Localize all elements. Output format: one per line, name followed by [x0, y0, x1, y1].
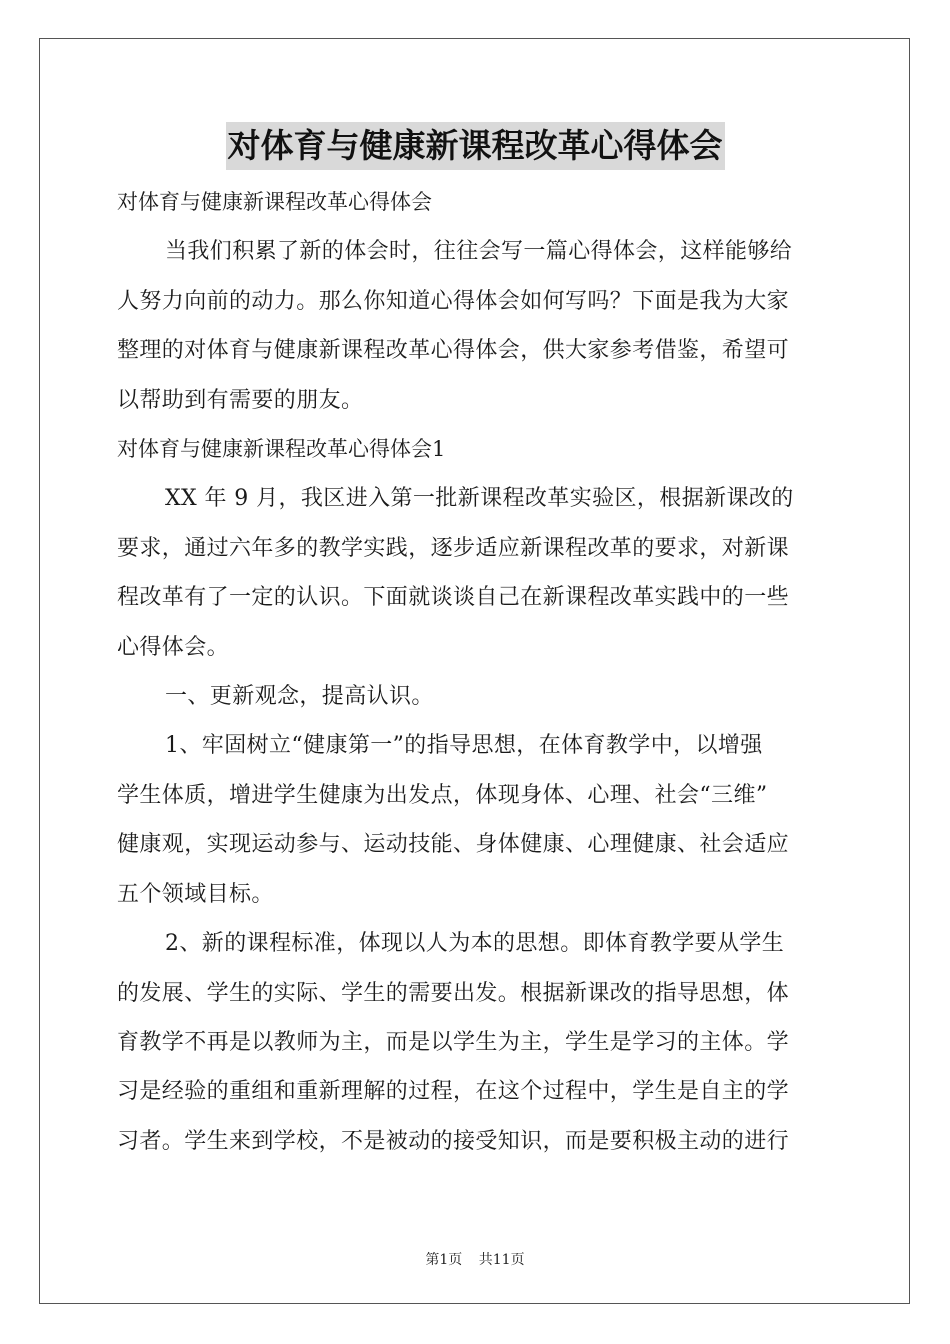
- paragraph-line: 习是经验的重组和重新理解的过程，在这个过程中，学生是自主的学: [117, 1079, 790, 1105]
- intro-paragraph: [117, 227, 833, 425]
- document-body: [117, 178, 833, 1166]
- document-title: 对体育与健康新课程改革心得体会: [226, 122, 725, 170]
- paragraph-line: 五个领域目标。: [117, 881, 274, 907]
- paragraph-2: [117, 721, 833, 919]
- paragraph-line: 心得体会。: [117, 634, 230, 660]
- paragraph-line: 整理的对体育与健康新课程改革心得体会，供大家参考借鉴，希望可: [117, 338, 790, 364]
- paragraph-line: 1、牢固树立“健康第一”的指导思想，在体育教学中，以增强: [165, 733, 763, 759]
- page-footer: [0, 1249, 950, 1269]
- point-heading: 一、更新观念，提高认识。: [165, 684, 434, 710]
- document-subtitle: 对体育与健康新课程改革心得体会: [117, 190, 432, 214]
- paragraph-line: 育教学不再是以教师为主，而是以学生为主，学生是学习的主体。学: [117, 1029, 790, 1055]
- paragraph-line: 人努力向前的动力。那么你知道心得体会如何写吗？下面是我为大家: [117, 288, 790, 314]
- paragraph-line: 程改革有了一定的认识。下面就谈谈自己在新课程改革实践中的一些: [117, 585, 790, 611]
- paragraph-line: 学生体质，增进学生健康为出发点，体现身体、心理、社会“三维”: [117, 782, 768, 808]
- paragraph-line: 的发展、学生的实际、学生的需要出发。根据新课改的指导思想，体: [117, 980, 790, 1006]
- paragraph-line: XX 年 9 月，我区进入第一批新课程改革实验区，根据新课改的: [165, 486, 794, 512]
- paragraph-line: 健康观，实现运动参与、运动技能、身体健康、心理健康、社会适应: [117, 832, 790, 858]
- paragraph-line: 习者。学生来到学校，不是被动的接受知识，而是要积极主动的进行: [117, 1128, 790, 1154]
- paragraph-1: [117, 474, 833, 672]
- page-total: 共11页: [478, 1252, 525, 1268]
- title-wrap: [0, 122, 950, 170]
- paragraph-line: 2、新的课程标准，体现以人为本的思想。即体育教学要从学生: [165, 931, 785, 957]
- paragraph-line: 要求，通过六年多的教学实践，逐步适应新课程改革的要求，对新课: [117, 535, 790, 561]
- paragraph-3: [117, 919, 833, 1166]
- paragraph-line: 以帮助到有需要的朋友。: [117, 387, 364, 413]
- page-number: 第1页: [425, 1252, 463, 1268]
- section-heading: 对体育与健康新课程改革心得体会1: [117, 437, 446, 462]
- paragraph-line: 当我们积累了新的体会时，往往会写一篇心得体会，这样能够给: [165, 239, 793, 265]
